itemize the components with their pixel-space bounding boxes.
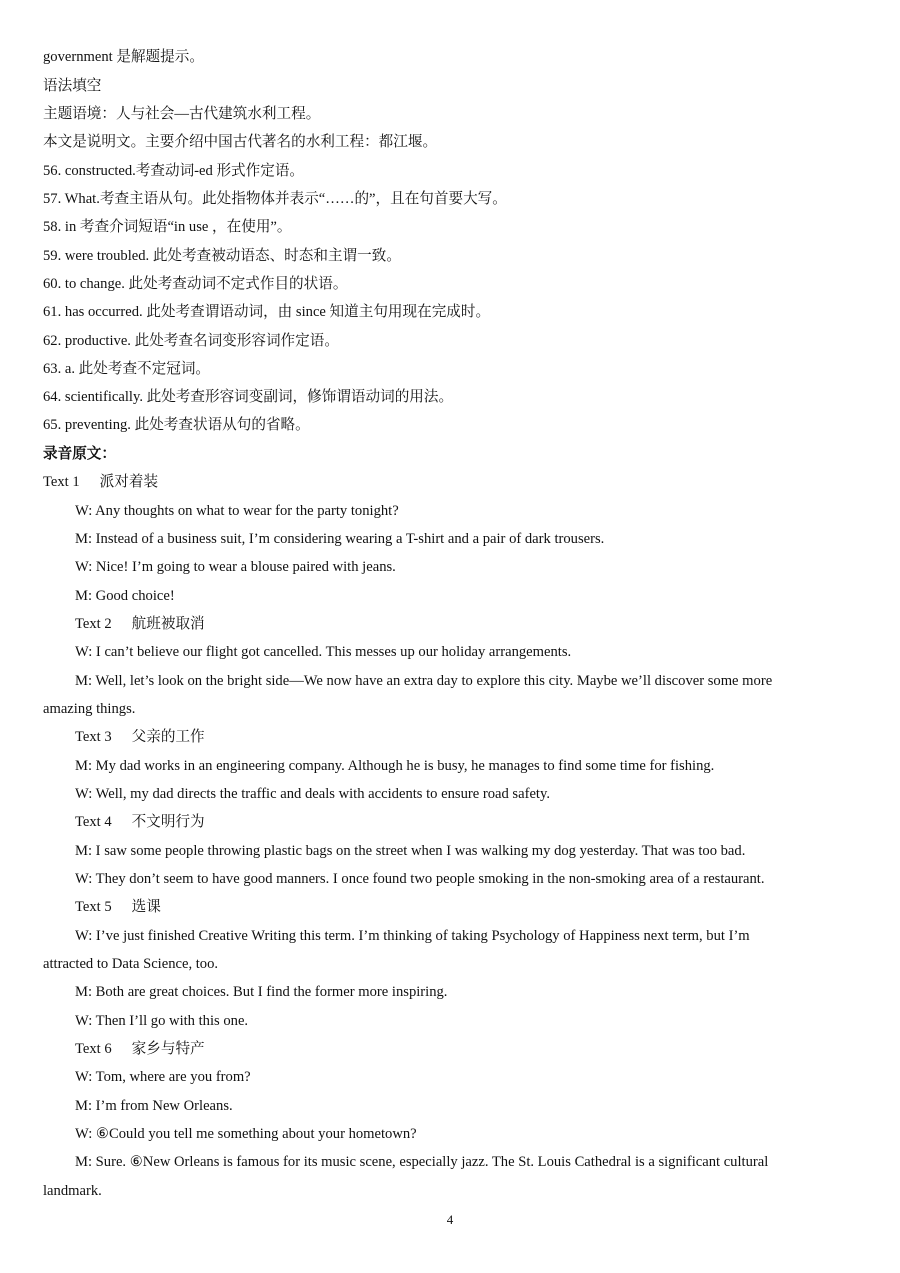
dialogue-line: M: Instead of a business suit, I’m considering wearing a T-shirt and a pair of dark trousers. xyxy=(75,531,605,547)
dialogue-line: M: I’m from New Orleans. xyxy=(75,1098,233,1114)
dialogue-line: W: Nice! I’m going to wear a blouse paired with jeans. xyxy=(75,559,396,575)
text-topic: 家乡与特产 xyxy=(131,1041,205,1057)
answer-item: 61. has occurred. 此处考查谓语动词，由 since 知道主句用现在完成时。 xyxy=(43,304,491,320)
dialogue-line: M: Well, let’s look on the bright side—We now have an extra day to explore this city. Maybe we’ll discover some more xyxy=(75,673,773,689)
text-heading xyxy=(75,898,161,916)
text-heading xyxy=(75,813,205,831)
text-label: Text 4 xyxy=(75,814,112,830)
dialogue-line: W: Any thoughts on what to wear for the party tonight? xyxy=(75,503,399,519)
answer-item: 63. a. 此处考查不定冠词。 xyxy=(43,361,211,377)
dialogue-line: W: Tom, where are you from? xyxy=(75,1069,251,1085)
dialogue-line: M: I saw some people throwing plastic bags on the street when I was walking my dog yesterday. That was too bad. xyxy=(75,843,746,859)
dialogue-line: W: I’ve just finished Creative Writing this term. I’m thinking of taking Psychology of Happiness next term, but I’m xyxy=(75,928,750,944)
dialogue-line: amazing things. xyxy=(43,701,136,717)
answer-item: 56. constructed.考查动词-ed 形式作定语。 xyxy=(43,163,305,179)
text-topic: 父亲的工作 xyxy=(131,729,205,745)
dialogue-line: attracted to Data Science, too. xyxy=(43,956,219,972)
dialogue-line: W: Then I’ll go with this one. xyxy=(75,1013,249,1029)
summary-line: 本文是说明文。主要介绍中国古代著名的水利工程：都江堰。 xyxy=(43,134,438,150)
answer-item: 65. preventing. 此处考查状语从句的省略。 xyxy=(43,417,310,433)
text-label: Text 2 xyxy=(75,616,112,632)
answer-item: 59. were troubled. 此处考查被动语态、时态和主谓一致。 xyxy=(43,248,401,264)
text-label: Text 3 xyxy=(75,729,112,745)
dialogue-line: landmark. xyxy=(43,1183,102,1199)
text-topic: 不文明行为 xyxy=(131,814,205,830)
answer-item: 62. productive. 此处考查名词变形容词作定语。 xyxy=(43,333,339,349)
section-title: 语法填空 xyxy=(43,78,102,94)
answer-item: 57. What.考查主语从句。此处指物体并表示“……的”，且在句首要大写。 xyxy=(43,191,507,207)
dialogue-line: M: Good choice! xyxy=(75,588,175,604)
text-topic: 派对着装 xyxy=(99,474,159,490)
text-label: Text 5 xyxy=(75,899,112,915)
text-heading xyxy=(75,1040,205,1058)
text-label: Text 1 xyxy=(43,474,80,490)
dialogue-line: M: Sure. ⑥New Orleans is famous for its music scene, especially jazz. The St. Louis Cathedral is a significant cultural xyxy=(75,1154,769,1170)
text-heading xyxy=(43,473,158,491)
answer-item: 60. to change. 此处考查动词不定式作目的状语。 xyxy=(43,276,348,292)
text-heading xyxy=(75,615,205,633)
intro-tail: government 是解题提示。 xyxy=(43,49,204,65)
dialogue-line: W: I can’t believe our flight got cancelled. This messes up our holiday arrangements. xyxy=(75,644,572,660)
dialogue-line: W: They don’t seem to have good manners. I once found two people smoking in the non-smoking area of a restaurant. xyxy=(75,871,765,887)
answer-item: 58. in 考查介词短语“in use ，在使用”。 xyxy=(43,219,292,235)
dialogue-line: W: Well, my dad directs the traffic and deals with accidents to ensure road safety. xyxy=(75,786,550,802)
dialogue-line: M: Both are great choices. But I find the former more inspiring. xyxy=(75,984,448,1000)
transcript-title: 录音原文： xyxy=(43,446,116,462)
text-label: Text 6 xyxy=(75,1041,112,1057)
text-heading xyxy=(75,728,205,746)
dialogue-line: W: ⑥Could you tell me something about your hometown? xyxy=(75,1126,417,1142)
text-topic: 航班被取消 xyxy=(131,616,205,632)
text-topic: 选课 xyxy=(131,899,161,915)
dialogue-line: M: My dad works in an engineering company. Although he is busy, he manages to find some time for fishing. xyxy=(75,758,715,774)
answer-item: 64. scientifically. 此处考查形容词变副词，修饰谓语动词的用法。 xyxy=(43,389,454,405)
page-number: 4 xyxy=(446,1212,454,1227)
theme-line: 主题语境：人与社会—古代建筑水利工程。 xyxy=(43,106,321,122)
